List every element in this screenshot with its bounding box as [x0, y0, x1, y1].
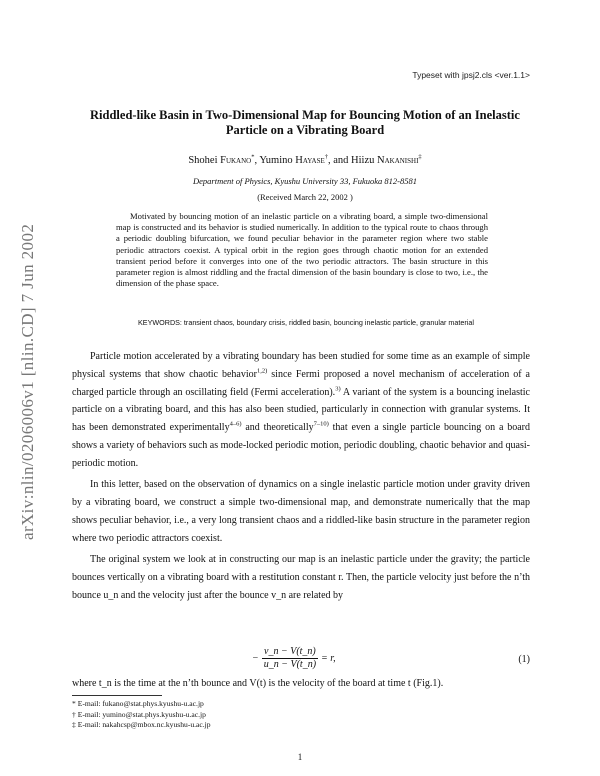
affiliation: Department of Physics, Kyushu University 33, Fukuoka 812-8581 — [192, 176, 418, 186]
footnote-1: * E-mail: fukano@stat.phys.kyushu-u.ac.jp — [72, 699, 204, 708]
arxiv-sidebar-stamp: arXiv:nlin/0206006v1 [nlin.CD] 7 Jun 2002 — [18, 223, 37, 540]
equation-1 — [72, 646, 530, 674]
p1-ref-3: 4–6) — [229, 420, 242, 428]
author-1-first: Shohei — [188, 155, 221, 166]
paper-title: Riddled-like Basin in Two-Dimensional Map for Bouncing Motion of an Inelastic Particle on a Vibrating Board — [90, 108, 520, 137]
p1-ref-2: 3) — [335, 385, 341, 393]
paragraph-1 — [72, 348, 530, 473]
author-3-first: Hiizu — [351, 155, 377, 166]
equation-numerator: v_n − V(t_n) — [262, 646, 318, 659]
page-number: 1 — [297, 752, 303, 762]
p1-ref-1: 1,2) — [256, 367, 268, 375]
footnote-rule — [72, 695, 162, 696]
author-1-last: Fukano — [220, 155, 252, 166]
typeset-header: Typeset with jpsj2.cls <ver.1.1> — [412, 70, 530, 80]
equation-denominator: u_n − V(t_n) — [263, 659, 317, 670]
footnotes — [72, 699, 472, 731]
paragraph-2: In this letter, based on the observation of dynamics on a single inelastic particle motion under gravity driven by a vibrating board, we construct a simple two-dimensional map, and demonstrate numerically that the map shows peculiar behavior, i.e., a very long transient chaos and a riddled-like basin structure in the parameter region where two periodic attractors coexist. — [72, 479, 530, 544]
author-separator-2: , and — [328, 155, 352, 166]
paragraph-3: The original system we look at in constructing our map is an inelastic particle under the gravity; the particle bounces vertically on a vibrating board with a restitution constant r. Then, the particle velocity just before the n’th bounce u_n and the velocity just after the bounce v_n are related by — [72, 554, 530, 601]
author-2-mark: † — [324, 153, 328, 161]
p1-text-4: and theoretically — [241, 422, 314, 434]
equation-number: (1) — [518, 654, 530, 665]
author-3-last: Nakanishi — [377, 155, 419, 166]
p1-text-1: Particle motion accelerated by a vibrating boundary has been studied for some time as an example of simple physical systems that show chaotic behavior — [72, 351, 530, 380]
author-list — [80, 155, 530, 166]
keywords: KEYWORDS: transient chaos, boundary crisis, riddled basin, bouncing inelastic particle, granular material — [138, 318, 474, 327]
body-text — [72, 348, 530, 609]
paragraph-4: where t_n is the time at the n’th bounce and V(t) is the velocity of the board at time t (Fig.1). — [72, 678, 444, 689]
author-1-mark: * — [251, 153, 255, 161]
equation-fraction — [262, 646, 318, 671]
equation-rhs: = r, — [321, 653, 336, 664]
author-3-mark: ‡ — [418, 153, 422, 161]
p1-text-5: that even a single particle bouncing on a board shows a variety of behaviors such as mode-locked periodic motion, periodic doubling, chaotic behavior and quasi-periodic motion. — [72, 422, 530, 469]
footnote-2: † E-mail: yumino@stat.phys.kyushu-u.ac.jp — [72, 709, 206, 719]
author-separator-1: , — [254, 155, 260, 166]
p1-text-2: since Fermi proposed a novel mechanism of acceleration of a charged particle through an oscillating field (Fermi acceleration). — [72, 368, 530, 398]
footnote-3: ‡ E-mail: nakahcsp@mbox.nc.kyushu-u.ac.jp — [72, 720, 211, 729]
p1-ref-4: 7–10) — [313, 420, 329, 428]
abstract: Motivated by bouncing motion of an inelastic particle on a vibrating board, a simple two-dimensional map is constructed and its behavior is studied numerically. In addition to the typical route to chaos through a periodic doubling bifurcation, we found peculiar behavior in the parameter region where two stable periodic attractors coexist. A typical orbit in the region goes through chaotic motion for an extended transient period before it converges into one of the two periodic attractors. The basin structure in this parameter region is almost riddling and the fractal dimension of the basin boundary is close to two, i.e., the dimension of the phase space. — [116, 211, 488, 289]
p1-text-3: A variant of the system is a bouncing inelastic particle on a vibrating board, and this has also been studied, particularly in connection with granular systems. It has been demonstrated experimentally — [72, 386, 530, 434]
author-2-last: Hayase — [295, 155, 325, 166]
author-2-first: Yumino — [259, 155, 296, 166]
equation-body — [252, 646, 336, 671]
received-date: (Received March 22, 2002 ) — [257, 192, 353, 202]
equation-lead: − — [252, 653, 259, 664]
